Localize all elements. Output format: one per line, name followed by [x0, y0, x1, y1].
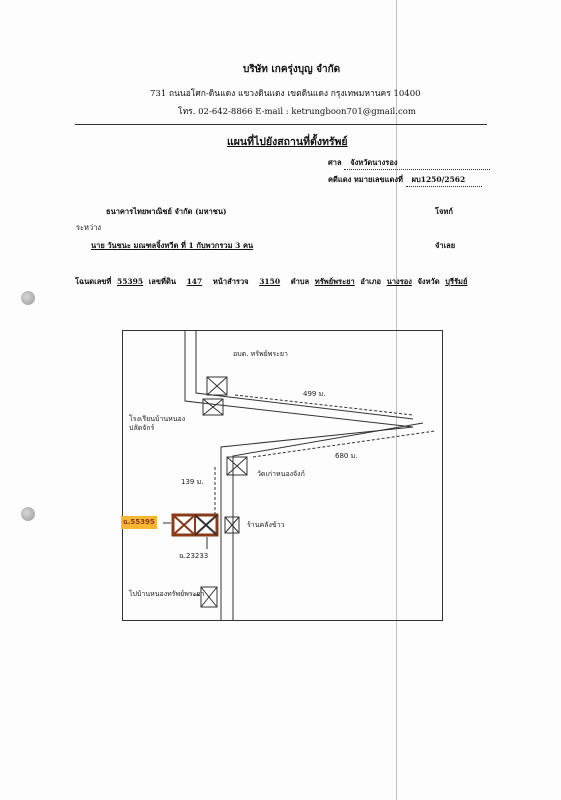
district-value: นางรอง	[386, 277, 412, 286]
land-details-row	[75, 276, 467, 288]
court-value: จังหวัดนางรอง	[344, 157, 490, 170]
plot-value: 147	[186, 277, 203, 286]
province-label: จังหวัด	[417, 277, 440, 286]
map-label-bottom: ไปบ้านหนองทรัพย์พระยา	[129, 590, 205, 598]
header-divider	[75, 124, 487, 125]
case-row	[328, 174, 482, 187]
subdistrict-label: ตำบล	[290, 277, 310, 286]
building-sao	[207, 377, 227, 395]
court-label: ศาล	[328, 158, 342, 167]
building-school	[203, 399, 223, 415]
punch-hole-lower	[21, 507, 35, 521]
case-value: ผบ1250/2562	[406, 174, 482, 187]
building-temple	[227, 457, 247, 475]
deed-value: 55395	[117, 277, 144, 286]
map-label-rice-store: ร้านคลังข้าว	[247, 521, 285, 529]
defendant-name: นาย วันชนะ มณฑลจิ๋งทวีต ที่ 1 กับพวกรวม 3 คน	[91, 241, 254, 250]
map-label-sao: อบต. ทรัพย์พระยา	[233, 350, 288, 358]
company-contact: โทร. 02-642-8866 E-mail : ketrungboon701@gmail.com	[178, 107, 416, 117]
between-label: ระหว่าง	[76, 223, 102, 232]
plot-label: เลขที่ดิน	[148, 277, 176, 286]
plaintiff-name: ธนาคารไทยพาณิชย์ จำกัด (มหาชน)	[106, 207, 227, 216]
map-deed-tag: ฉ.55395	[121, 516, 157, 529]
survey-label: หน้าสำรวจ	[212, 277, 249, 286]
document-title: แผนที่ไปยังสถานที่ตั้งทรัพย์	[227, 136, 348, 148]
map-label-temple: วัดเก่าหนองจังก์	[257, 470, 305, 478]
company-name: บริษัท เกครุ่งบุญ จำกัด	[243, 64, 341, 75]
map-distance-lower: 680 ม.	[335, 452, 358, 460]
deed-label: โฉนดเลขที่	[75, 277, 112, 286]
district-label: อำเภอ	[360, 277, 382, 286]
subdistrict-value: ทรัพย์พระยา	[314, 277, 355, 286]
plaintiff-role: โจทก์	[435, 207, 453, 216]
map-neighbor-deed: ฉ.23233	[179, 552, 209, 560]
location-map	[122, 330, 443, 621]
subject-plot	[173, 515, 217, 535]
court-row	[328, 157, 490, 170]
map-label-school: โรงเรียนบ้านหนอง ปลัดจักร์	[129, 415, 186, 432]
punch-hole-upper	[21, 291, 35, 305]
survey-value: 3150	[259, 277, 281, 286]
building-rice-store	[225, 517, 239, 533]
map-distance-upper: 499 ม.	[303, 390, 326, 398]
province-value: บุรีรัมย์	[445, 277, 468, 286]
map-distance-mid: 139 ม.	[181, 478, 204, 486]
case-label: คดีแดง หมายเลขแดงที่	[328, 175, 403, 184]
defendant-role: จำเลย	[435, 241, 456, 250]
company-address: 731 ถนนอโศก-ดินแดง แขวงดินแดง เขตดินแดง กรุงเทพมหานคร 10400	[150, 89, 421, 99]
